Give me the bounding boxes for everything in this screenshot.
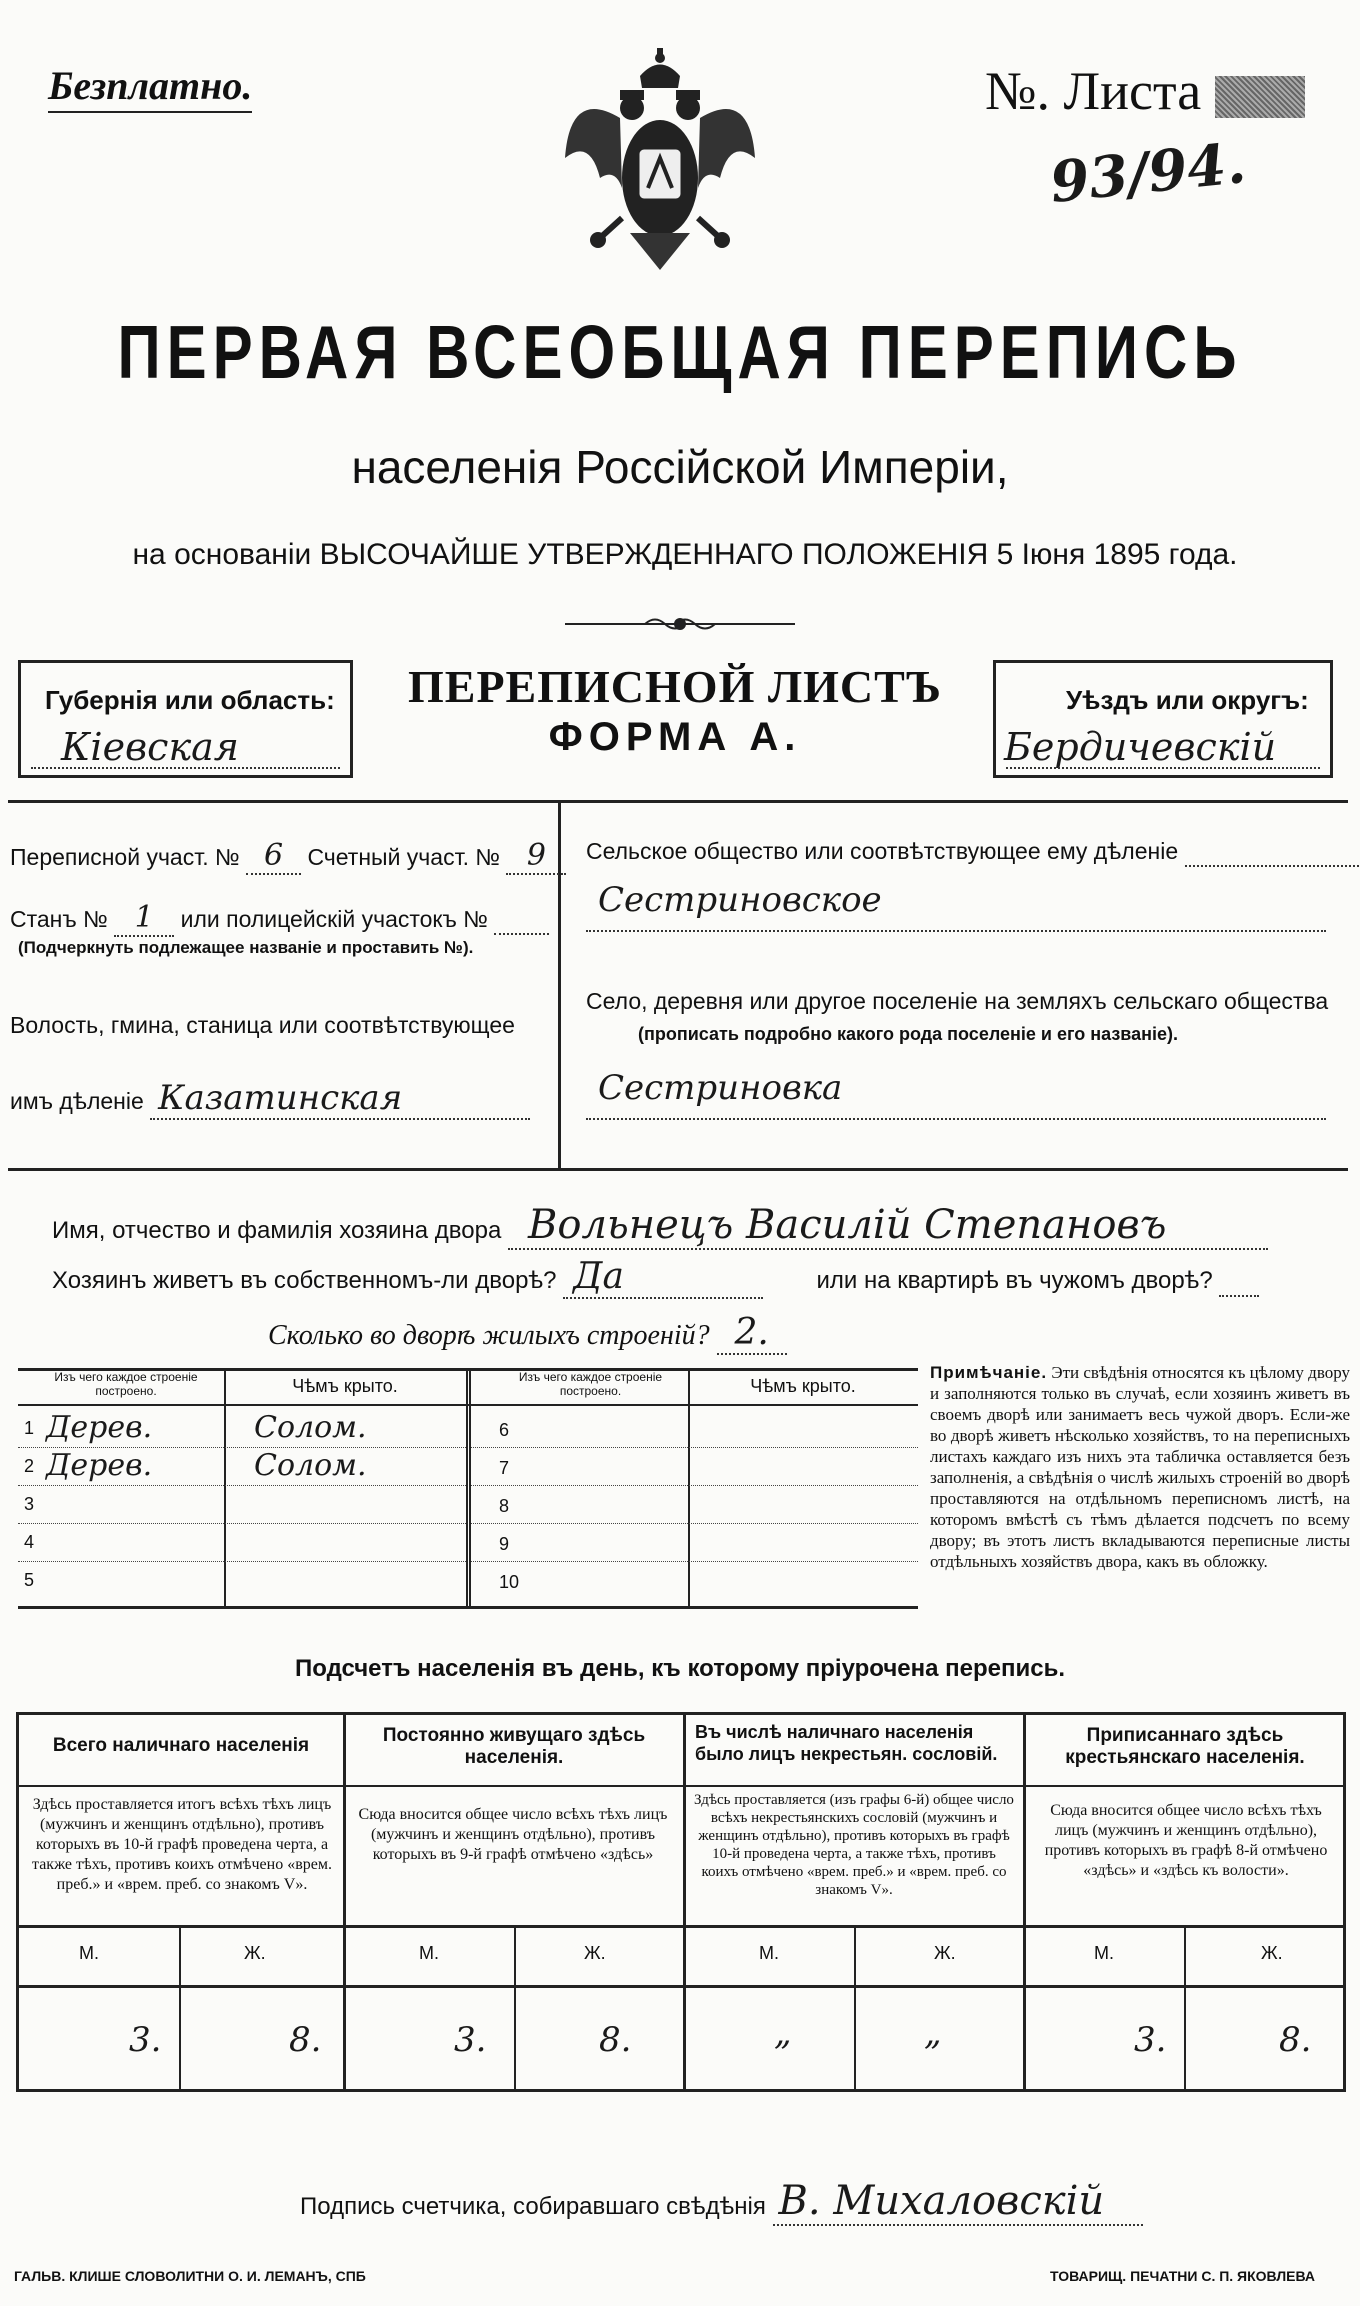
count-col-2-head: Постоянно живущаго здѣсь населенія. [382,1725,646,1768]
table-row [471,1524,918,1562]
row-roof: Солом. [254,1410,367,1445]
free-label-text: Безплатно. [48,63,253,108]
row-number: 9 [499,1534,510,1554]
count-col-4-head: Приписаннаго здѣсь крестьянскаго населенія. [1065,1725,1305,1768]
row-number: 7 [499,1458,510,1478]
free-label [48,62,252,113]
basis-line: на основаніи ВЫСОЧАЙШЕ УТВЕРЖДЕННАГО ПОЛОЖЕНІЯ 5 Іюня 1895 года. [132,538,1238,571]
society-label: Сельское общество или соотвѣтствующее ему дѣленіе [586,838,1179,864]
count-col-4-f-value: 8. [1279,2020,1312,2060]
table-row [471,1486,918,1524]
row-material: Дерев. [46,1448,153,1483]
row-number: 10 [499,1572,520,1592]
count-col-1-m-label: М. [79,1943,99,1963]
buildings-count-label: Сколько во дворѣ жилыхъ строеній? [268,1320,710,1351]
perepisnoi-label: Переписной участ. № [10,844,240,870]
count-col-2-m-label: М. [419,1943,439,1963]
stan-line [10,900,549,937]
ornamental-divider [565,612,795,636]
note-heading: Примѣчаніе. [930,1363,1048,1382]
society-value: Сестриновское [598,880,882,920]
count-col-1-m-value: 3. [129,2020,162,2060]
table-row [471,1448,918,1486]
table-row [471,1562,918,1600]
count-col-1-head: Всего наличнаго населенія [52,1735,310,1756]
row-material: Дерев. [46,1410,153,1445]
row-number: 2 [24,1456,35,1476]
row-number: 1 [24,1418,35,1438]
signature-value: В. Михаловскій [773,2178,1143,2226]
form-letter: ФОРМА А. [548,715,802,759]
stan-value: 1 [114,900,174,937]
delenie-value: Казатинская [150,1078,530,1120]
volost-label: Волость, гмина, станица или соотвѣтствующее [10,1012,515,1038]
owner-rent-label: или на квартирѣ въ чужомъ дворѣ? [816,1267,1213,1294]
owner-name-value: Вольнецъ Василій Степановъ [508,1202,1268,1250]
roof-header-right: Чѣмъ крыто. [750,1376,856,1396]
redaction-box [1215,76,1305,118]
count-table [16,1712,1346,2092]
count-col-3-f-value: „ [924,2013,942,2053]
gubernia-box [18,660,353,778]
count-title: Подсчетъ населенія въ день, къ которому пріурочена перепись. [295,1655,1065,1682]
count-col-3-m-value: „ [774,2013,792,2053]
police-value [494,906,549,935]
table-row [471,1410,918,1448]
schetny-label: Счетный участ. № [307,844,501,870]
count-col-4-m-label: М. [1094,1943,1114,1963]
buildings-count-value: 2. [717,1312,787,1355]
count-col-3-head: Въ числѣ наличнаго населенія было лицъ некрестьян. сословій. [695,1722,998,1764]
delenie-label: имъ дѣленіе [10,1088,144,1114]
subtitle: населенія Россійской Имперіи, [351,441,1009,493]
stan-label: Станъ № [10,906,108,932]
owner-name-label: Имя, отчество и фамилія хозяина двора [52,1217,502,1244]
perepisnoi-value: 6 [246,838,301,875]
buildings-table [18,1368,918,1608]
count-col-3-desc: Здѣсь проставляется (изъ графы 6-й) общее число всѣхъ некрестьянскихъ сословій (мужчинъ и женщинъ отдѣльно), противъ которыхъ въ графѣ 10-й проведена черта, а также тѣхъ, противъ коихъ отмѣчено «врем. преб.» и «врем. преб. со знакомъ V». [694,1792,1014,1898]
count-col-2-f-value: 8. [599,2020,632,2060]
sheet-number-value: 93/94. [1047,129,1249,217]
underline-note: (Подчеркнуть подлежащее названіе и проставить №). [18,938,474,957]
delenie-line [10,1078,530,1120]
owner-residence-line [52,1256,1259,1299]
gubernia-label: Губернія или область: [45,685,335,715]
sheet-number-block [985,60,1305,122]
form-title: ПЕРЕПИСНОЙ ЛИСТЪ [407,661,943,712]
society-line [586,838,1360,867]
count-col-2-desc: Сюда вносится общее число всѣхъ тѣхъ лицъ (мужчинъ и женщинъ отдѣльно), противъ которыхъ въ 9-й графѣ отмѣчено «здѣсь» [358,1806,668,1863]
owner-own-value: Да [563,1256,763,1299]
main-title: ПЕРВАЯ ВСЕОБЩАЯ ПЕРЕПИСЬ [117,310,1243,395]
uchastok-line [10,838,550,875]
note-block [930,1362,1350,1572]
signature-line [300,2178,1143,2226]
uezd-box [993,660,1333,778]
uezd-label: Уѣздъ или округъ: [1066,685,1309,715]
row-number: 5 [24,1570,35,1590]
selo-label: Село, деревня или другое поселеніе на земляхъ сельскаго общества [586,988,1329,1014]
count-col-1-f-label: Ж. [244,1943,266,1963]
roof-header-left: Чѣмъ крыто. [292,1376,398,1396]
address-section [8,800,1348,1170]
gubernia-value: Кіевская [61,725,239,769]
material-header-left: Изъ чего каждое строеніе построено. [54,1370,198,1398]
uezd-value: Бердичевскій [1004,725,1277,769]
row-number: 3 [24,1494,35,1514]
schetny-value: 9 [506,838,566,875]
sheet-number-label: №. Листа [985,61,1202,121]
form-center-title [360,660,990,760]
count-col-1-f-value: 8. [289,2020,322,2060]
owner-own-label: Хозяинъ живетъ въ собственномъ-ли дворѣ? [52,1267,557,1294]
table-row [18,1410,466,1448]
footer-right: ТОВАРИЩ. ПЕЧАТНИ С. П. ЯКОВЛЕВА [1050,2268,1316,2284]
owner-rent-value [1219,1267,1259,1297]
owner-name-line [52,1202,1268,1250]
count-col-4-f-label: Ж. [1261,1943,1283,1963]
table-row [18,1448,466,1486]
note-text: Эти свѣдѣнія относятся къ цѣлому двору и заполняются только въ случаѣ, если хозяинъ живетъ въ своемъ дворѣ или занимаетъ весь чужой дворъ. Если-же во дворѣ живетъ нѣсколько хозяйствъ, то на переписныхъ листахъ каждаго изъ нихъ эта табличка оставляется безъ заполненія, а свѣдѣнія о числѣ жилыхъ строеній во дворѣ проставляются на отдѣльномъ переписномъ листѣ, на которомъ вмѣстѣ съ тѣмъ дѣлается подсчетъ по всему двору; въ этотъ листъ вкладываются переписные листы отдѣльныхъ хозяйствъ двора, какъ въ обложку. [930,1363,1351,1571]
row-number: 8 [499,1496,510,1516]
count-col-2-f-label: Ж. [584,1943,606,1963]
count-col-1-desc: Здѣсь проставляется итогъ всѣхъ тѣхъ лицъ (мужчинъ и женщинъ отдѣльно), противъ которыхъ въ 10-й графѣ проведена черта, а также тѣхъ, противъ коихъ отмѣчено «врем. преб.» и «врем. преб. со знакомъ V». [32,1796,332,1893]
row-number: 6 [499,1420,510,1440]
buildings-count-line [268,1312,787,1355]
count-col-3-f-label: Ж. [934,1943,956,1963]
selo-value: Сестриновка [598,1068,843,1108]
table-row [18,1562,466,1600]
row-number: 4 [24,1532,35,1552]
count-col-3-m-label: М. [759,1943,779,1963]
table-row [18,1524,466,1562]
selo-note: (прописать подробно какого рода поселеніе и его названіе). [638,1024,1179,1044]
material-header-right: Изъ чего каждое строеніе построено. [518,1370,663,1398]
table-row [18,1486,466,1524]
count-col-4-m-value: 3. [1134,2020,1167,2060]
police-label: или полицейскій участокъ № [180,906,488,932]
count-col-4-desc: Сюда вносится общее число всѣхъ тѣхъ лицъ (мужчинъ и женщинъ отдѣльно), противъ которыхъ въ графѣ 8-й отмѣчено «здѣсь» и «здѣсь къ волости». [1044,1802,1328,1879]
double-headed-eagle-emblem [560,48,760,273]
count-col-2-m-value: 3. [454,2020,487,2060]
footer-left: ГАЛЬВ. КЛИШЕ СЛОВОЛИТНИ О. И. ЛЕМАНЪ, СПБ [14,2268,366,2284]
signature-label: Подпись счетчика, собиравшаго свѣдѣнія [300,2193,766,2220]
row-roof: Солом. [254,1448,367,1483]
